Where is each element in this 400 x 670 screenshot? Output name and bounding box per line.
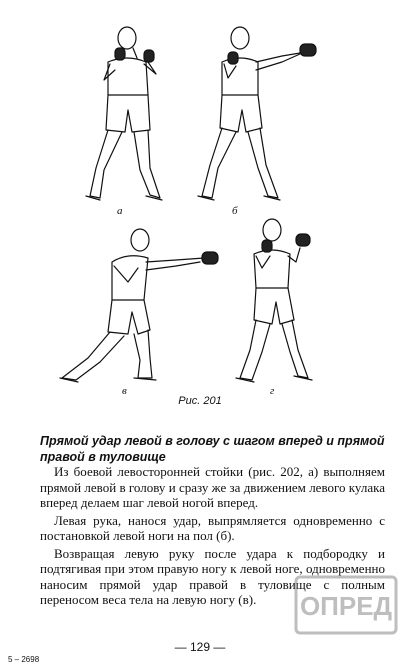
boxer-figure-b <box>198 27 316 200</box>
signature-mark: 5 – 2698 <box>8 655 40 664</box>
page-number: — 129 — <box>174 640 226 654</box>
paragraph: Возвращая левую руку после удара к подбородку и подтягивая при этом правую ногу к левой ноге, одновременно наносим прямой удар правой в туловище с полным переносом веса тела на левую ногу (в). <box>40 545 385 607</box>
boxer-figure-v <box>60 229 218 382</box>
figure-label-v: в <box>122 385 127 397</box>
paragraph: Левая рука, нанося удар, выпрямляется одновременно с постановкой левой ноги на пол (б). <box>40 512 385 543</box>
watermark-text: ОПРЕД <box>299 591 393 621</box>
figure-label-a: а <box>117 205 123 217</box>
section-heading: Прямой удар левой в голову с шагом вперед и прямой правой в туловище <box>40 434 385 464</box>
paragraph: Из боевой левосторонней стойки (рис. 202, а) выполняем прямой левой в голову и сразу же за движением левого кулака вперед делаем шаг левой ногой вперед. <box>40 464 385 510</box>
figure-caption: Рис. 201 <box>178 395 222 407</box>
figure-label-g: г <box>270 385 275 397</box>
boxer-figure-a <box>86 27 162 200</box>
watermark-logo <box>294 575 398 635</box>
figure-label-b: б <box>232 205 238 217</box>
boxer-figure-g <box>236 219 312 382</box>
